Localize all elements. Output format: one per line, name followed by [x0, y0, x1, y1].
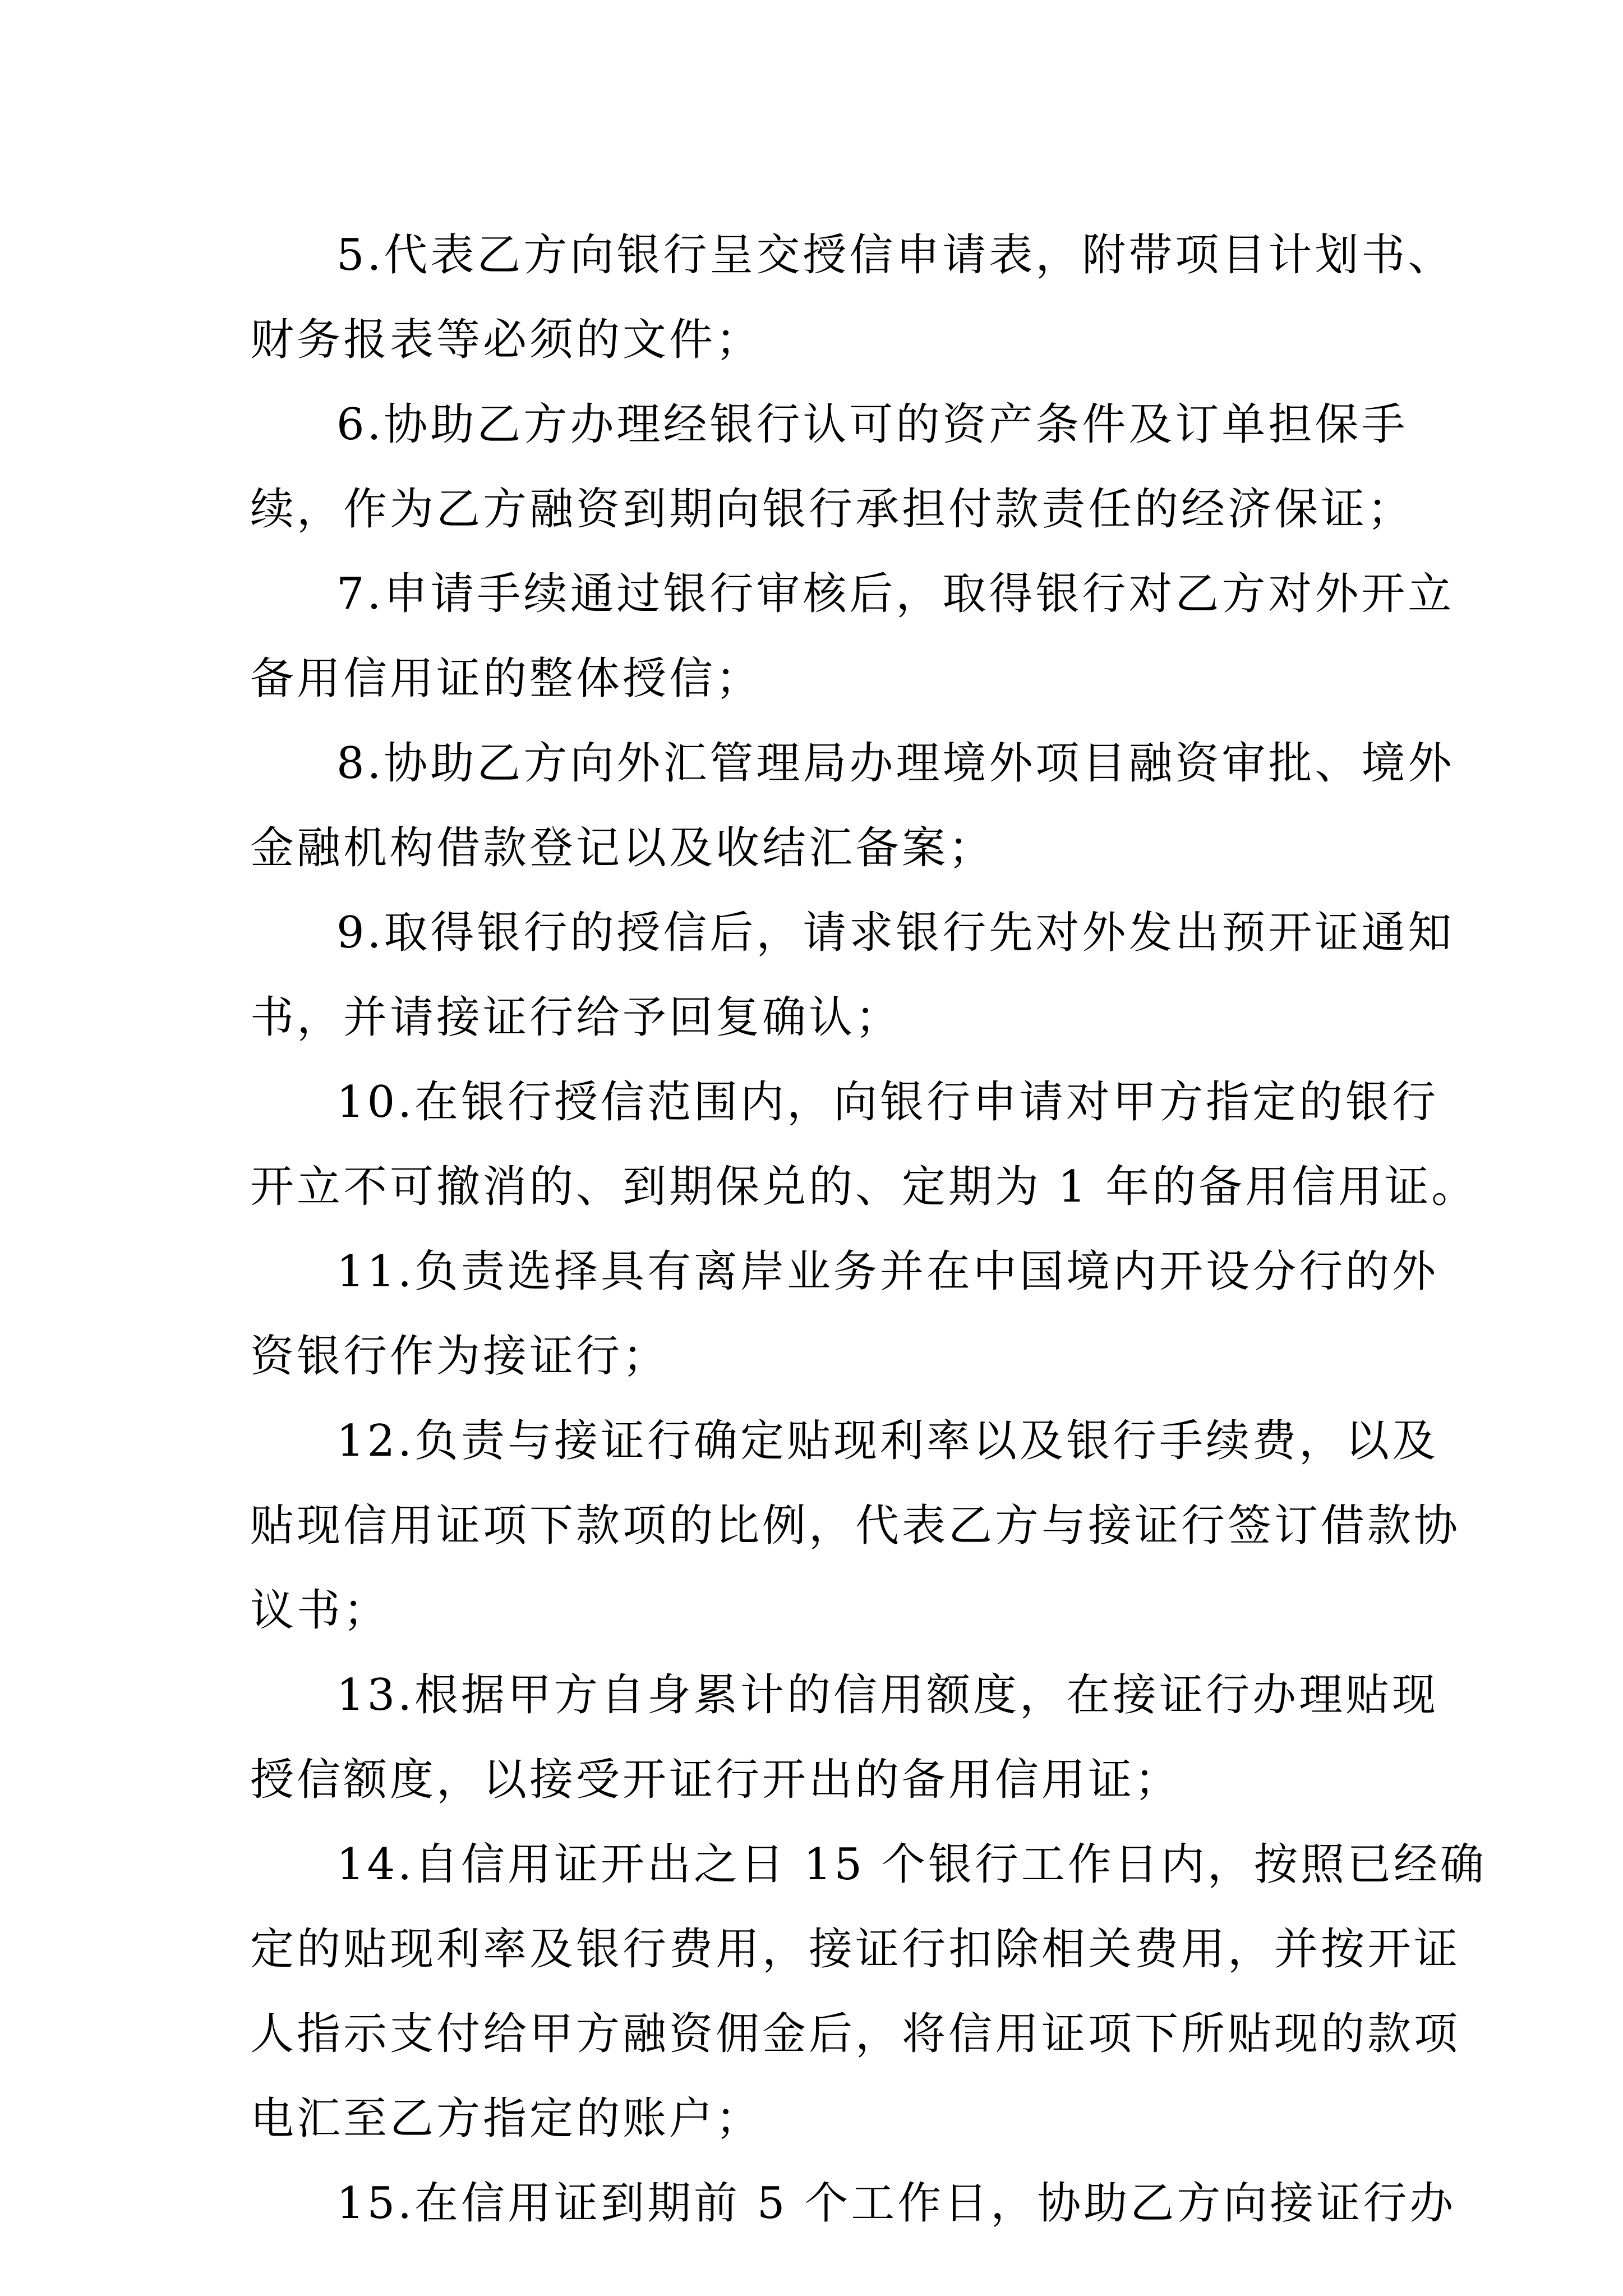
item-7-line-2: 备用信用证的整体授信； — [250, 654, 763, 704]
item-5-line-2: 财务报表等必须的文件； — [250, 315, 763, 365]
item-12-line-2: 贴现信用证项下款项的比例，代表乙方与接证行签订借款协 — [250, 1501, 1461, 1551]
item-14-line-2: 定的贴现利率及银行费用，接证行扣除相关费用，并按开证 — [250, 1924, 1461, 1975]
item-15-line-1: 15.在信用证到期前 5 个工作日，协助乙方向接证行办 — [336, 2178, 1456, 2229]
item-9-line-1: 9.取得银行的授信后，请求银行先对外发出预开证通知 — [336, 908, 1455, 958]
item-7-line-1: 7.申请手续通过银行审核后，取得银行对乙方对外开立 — [336, 569, 1455, 619]
item-14-line-1: 14.自信用证开出之日 15 个银行工作日内，按照已经确 — [336, 1839, 1487, 1890]
item-12-line-1: 12.负责与接证行确定贴现利率以及银行手续费，以及 — [336, 1416, 1439, 1466]
item-10-line-1: 10.在银行授信范围内，向银行申请对甲方指定的银行 — [336, 1077, 1439, 1128]
item-6-line-2: 续，作为乙方融资到期向银行承担付款责任的经济保证； — [250, 484, 1414, 535]
item-13-line-2: 授信额度，以接受开证行开出的备用信用证； — [250, 1755, 1182, 1805]
item-12-line-3: 议书； — [250, 1585, 390, 1636]
item-8-line-1: 8.协助乙方向外汇管理局办理境外项目融资审批、境外 — [336, 738, 1455, 789]
item-11-line-1: 11.负责选择具有离岸业务并在中国境内开设分行的外 — [336, 1246, 1439, 1297]
item-14-line-4: 电汇至乙方指定的账户； — [250, 2093, 763, 2144]
item-5-line-1: 5.代表乙方向银行呈交授信申请表，附带项目计划书、 — [336, 230, 1455, 280]
item-10-line-2: 开立不可撤消的、到期保兑的、定期为 1 年的备用信用证。 — [250, 1162, 1478, 1212]
item-6-line-1: 6.协助乙方办理经银行认可的资产条件及订单担保手 — [336, 399, 1408, 450]
item-13-line-1: 13.根据甲方自身累计的信用额度，在接证行办理贴现 — [336, 1670, 1439, 1720]
document-body — [250, 213, 1487, 2246]
item-8-line-2: 金融机构借款登记以及收结汇备案； — [250, 823, 995, 873]
item-9-line-2: 书，并请接证行给予回复确认； — [250, 992, 902, 1043]
item-14-line-3: 人指示支付给甲方融资佣金后，将信用证项下所贴现的款项 — [250, 2009, 1461, 2059]
item-11-line-2: 资银行作为接证行； — [250, 1331, 670, 1382]
